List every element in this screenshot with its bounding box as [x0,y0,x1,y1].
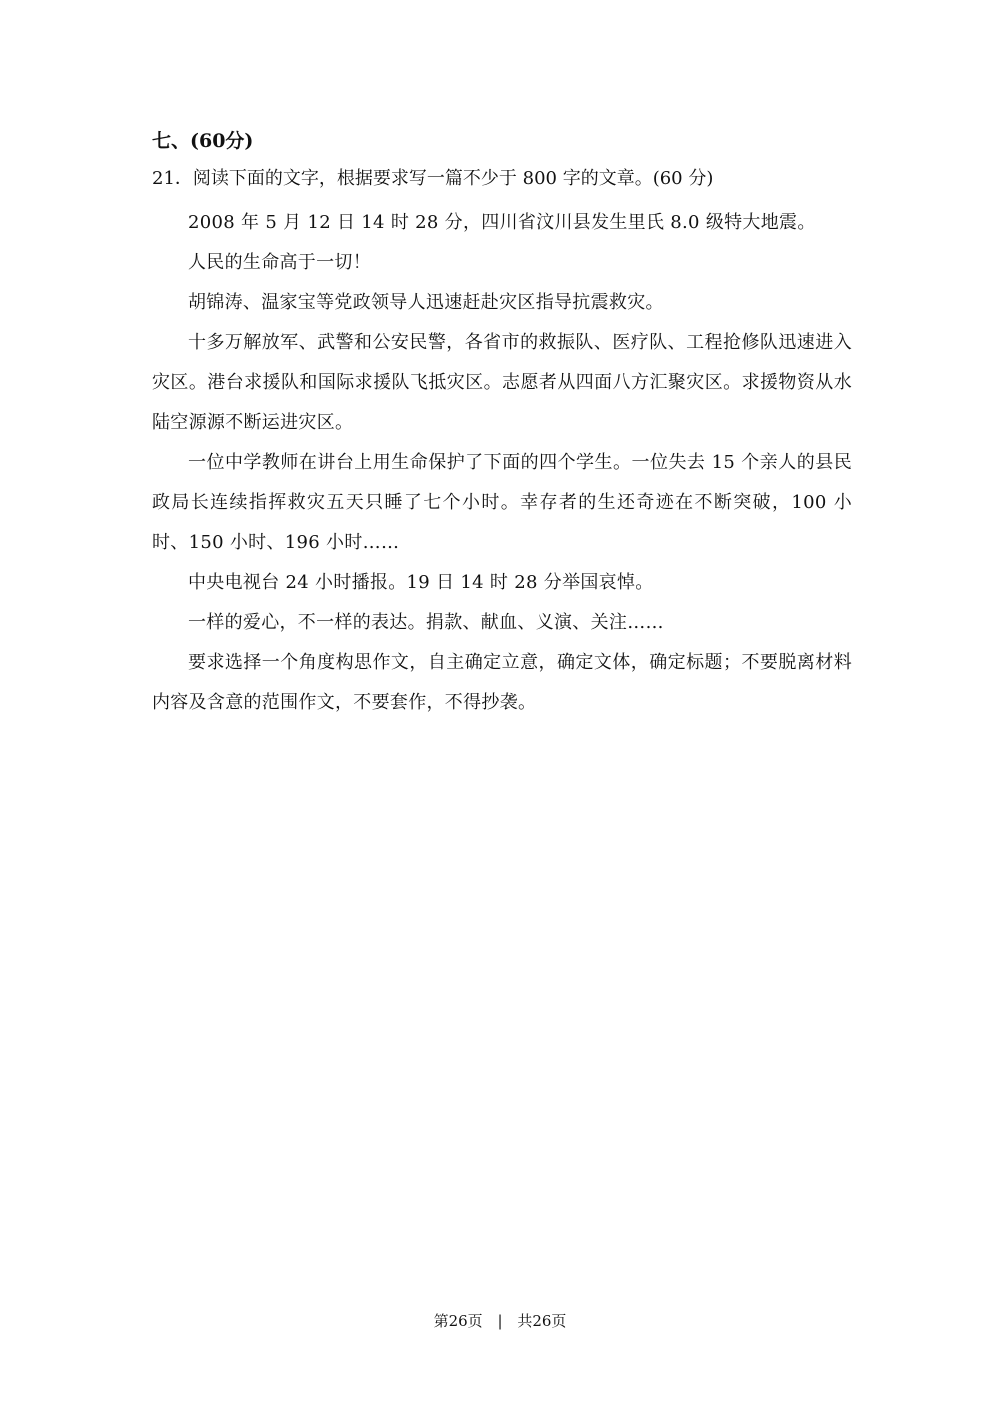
page-number-total: 共26页 [517,1312,567,1330]
requirements-paragraph: 要求选择一个角度构思作文，自主确定立意，确定文体，确定标题；不要脱离材料内容及含意的范围作文，不要套作，不得抄袭。 [152,652,852,713]
material-paragraph-3: 胡锦涛、温家宝等党政领导人迅速赶赴灾区指导抗震救灾。 [188,292,664,313]
material-paragraph-6: 中央电视台 24 小时播报。19 日 14 时 28 分举国哀悼。 [188,572,654,593]
page-footer [0,1310,1000,1332]
material-paragraph-5: 一位中学教师在讲台上用生命保护了下面的四个学生。一位失去 15 个亲人的县民政局长连续指挥救灾五天只睡了七个小时。幸存者的生还奇迹在不断突破，100 小时、150 小时、196 小时…… [152,452,852,553]
material-paragraph-2: 人民的生命高于一切！ [188,252,371,273]
page-number-current: 第26页 [433,1312,483,1330]
page-content [152,128,852,723]
section-heading: 七、(60分) [152,130,254,152]
question-prompt: 21．阅读下面的文字，根据要求写一篇不少于 800 字的文章。(60 分) [152,168,714,189]
material-paragraph-1: 2008 年 5 月 12 日 14 时 28 分，四川省汶川县发生里氏 8.0 级特大地震。 [188,212,816,233]
footer-separator: | [497,1312,503,1330]
material-paragraph-7: 一样的爱心，不一样的表达。捐款、献血、义演、关注…… [188,612,664,633]
material-paragraph-4: 十多万解放军、武警和公安民警，各省市的救振队、医疗队、工程抢修队迅速进入灾区。港台求援队和国际求援队飞抵灾区。志愿者从四面八方汇聚灾区。求援物资从水陆空源源不断运进灾区。 [152,332,852,433]
